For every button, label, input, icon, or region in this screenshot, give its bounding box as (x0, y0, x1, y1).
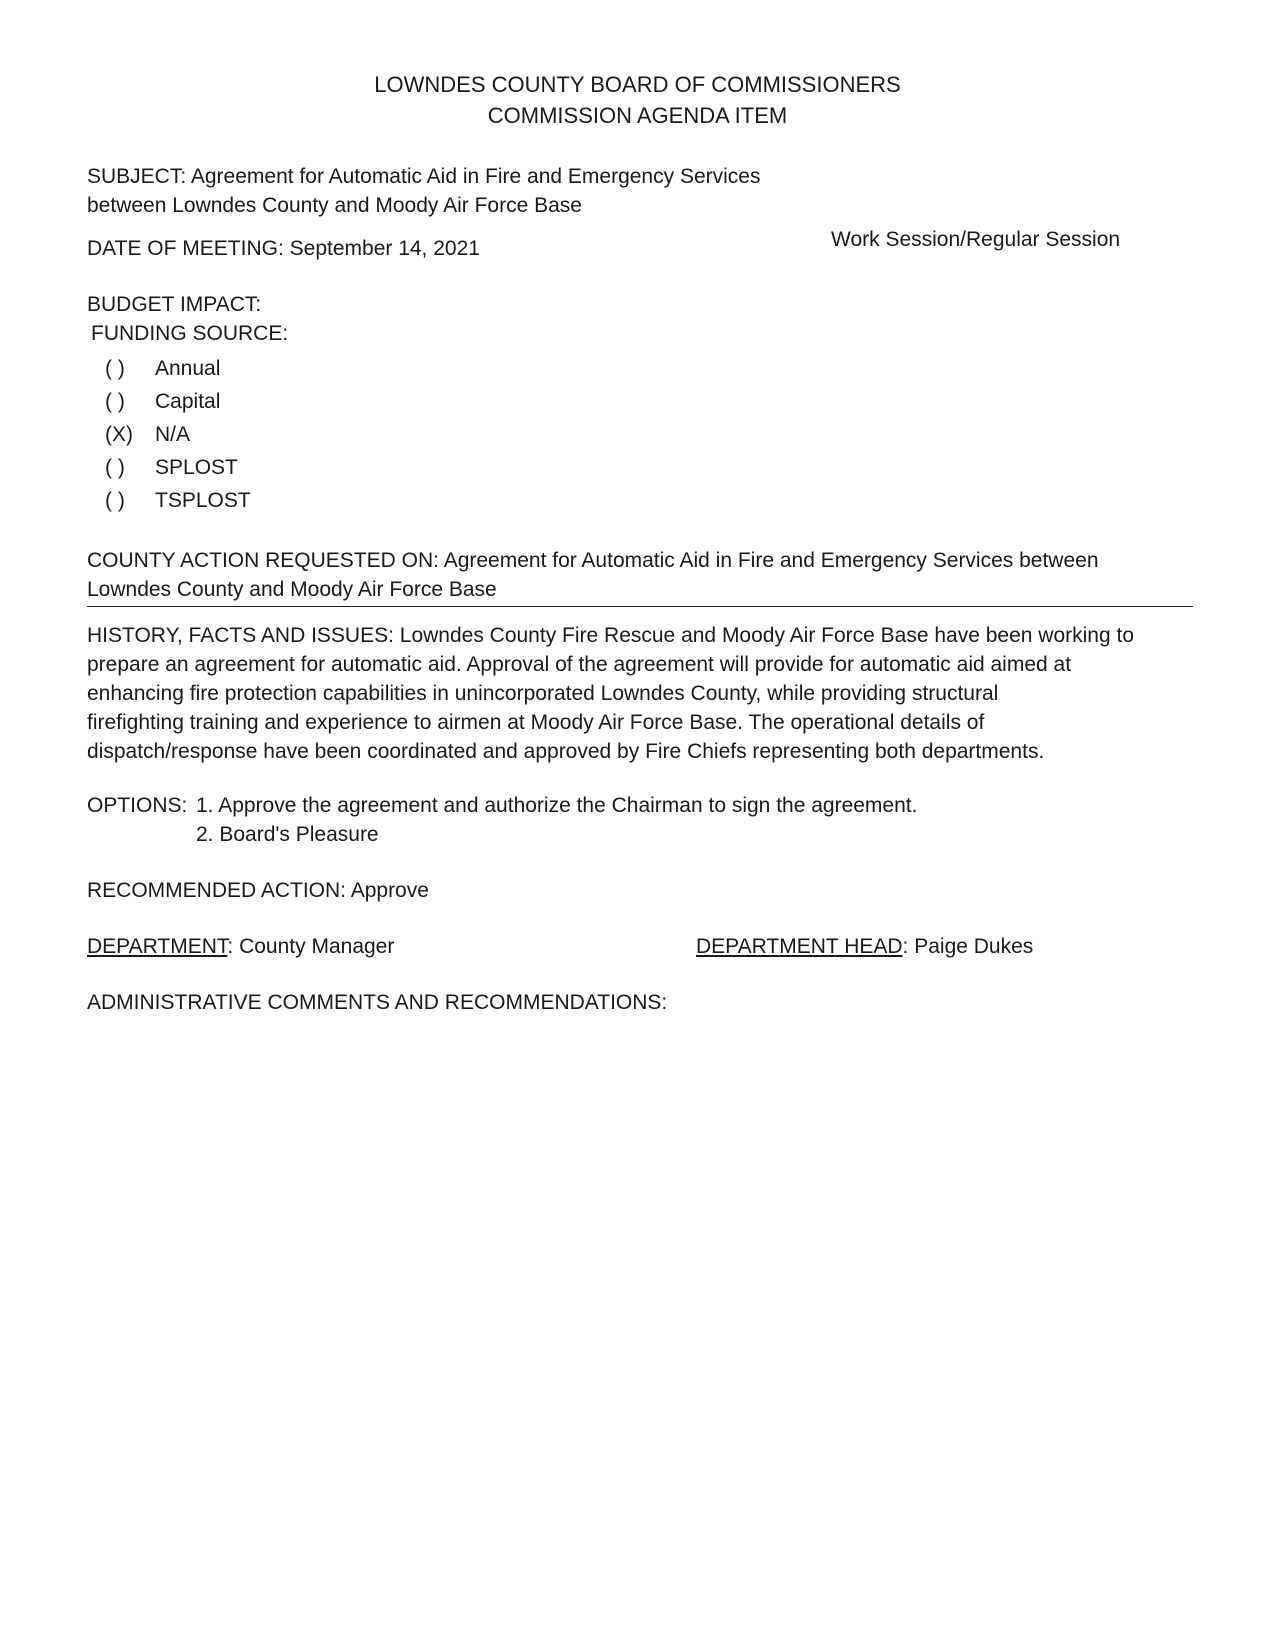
meeting-date-label: DATE OF MEETING: (87, 237, 284, 260)
meeting-session: Work Session/Regular Session (831, 228, 1121, 251)
option-item-2: 2. Board's Pleasure (196, 823, 379, 846)
funding-source-label: FUNDING SOURCE: (91, 322, 289, 345)
history-line: firefighting training and experience to airmen at Moody Air Force Base. The operational details of (87, 711, 985, 734)
funding-option-splost (105, 453, 238, 482)
action-requested-text-1: Agreement for Automatic Aid in Fire and Emergency Services between (443, 549, 1099, 572)
history-line: enhancing fire protection capabilities in unincorporated Lowndes County, while providing structural (87, 682, 999, 705)
recommended-action-value: Approve (350, 879, 429, 902)
department-row (87, 932, 394, 961)
funding-option-annual (105, 354, 220, 383)
action-requested-text-2: Lowndes County and Moody Air Force Base (87, 578, 497, 601)
option-item-1: 1. Approve the agreement and authorize the Chairman to sign the agreement. (196, 794, 918, 817)
action-requested-line-1 (87, 546, 1197, 575)
funding-option-tsplost (105, 486, 251, 515)
funding-label: Capital (155, 390, 221, 413)
meeting-date-value: September 14, 2021 (289, 237, 480, 260)
funding-label: TSPLOST (155, 489, 251, 512)
subject-label: SUBJECT: (87, 165, 187, 188)
funding-checkbox: ( ) (105, 456, 125, 479)
department-head-value: : Paige Dukes (902, 935, 1034, 958)
department-label: DEPARTMENT (87, 935, 228, 958)
funding-checkbox: ( ) (105, 357, 125, 380)
funding-label: Annual (155, 357, 221, 380)
document-subtitle: COMMISSION AGENDA ITEM (487, 103, 788, 128)
meeting-date-row (87, 234, 687, 263)
history-line: prepare an agreement for automatic aid. Approval of the agreement will provide for automatic aid aimed at (87, 653, 1072, 676)
document-title: LOWNDES COUNTY BOARD OF COMMISSIONERS (374, 72, 901, 97)
action-requested-label: COUNTY ACTION REQUESTED ON: (87, 549, 439, 572)
funding-option-na (105, 420, 190, 449)
history-line: HISTORY, FACTS AND ISSUES: Lowndes County Fire Rescue and Moody Air Force Base have been working to (87, 624, 1134, 647)
recommended-action-label: RECOMMENDED ACTION: (87, 879, 347, 902)
recommended-action-row (87, 876, 1197, 905)
funding-label: SPLOST (155, 456, 238, 479)
admin-comments-label: ADMINISTRATIVE COMMENTS AND RECOMMENDATIONS: (87, 991, 668, 1014)
department-head-label: DEPARTMENT HEAD (696, 935, 903, 958)
section-divider (87, 606, 1193, 607)
funding-checkbox: (X) (105, 423, 133, 446)
budget-impact-label: BUDGET IMPACT: (87, 293, 262, 316)
department-value: : County Manager (227, 935, 395, 958)
funding-label: N/A (155, 423, 191, 446)
subject-text-2: between Lowndes County and Moody Air Force Base (87, 194, 582, 217)
options-label: OPTIONS: (87, 794, 188, 817)
funding-checkbox: ( ) (105, 489, 125, 512)
history-line: dispatch/response have been coordinated and approved by Fire Chiefs representing both departments. (87, 740, 1045, 763)
department-head-row (696, 932, 1033, 961)
funding-checkbox: ( ) (105, 390, 125, 413)
funding-option-capital (105, 387, 220, 416)
subject-line-1 (87, 162, 1197, 191)
subject-text-1: Agreement for Automatic Aid in Fire and Emergency Services (190, 165, 761, 188)
